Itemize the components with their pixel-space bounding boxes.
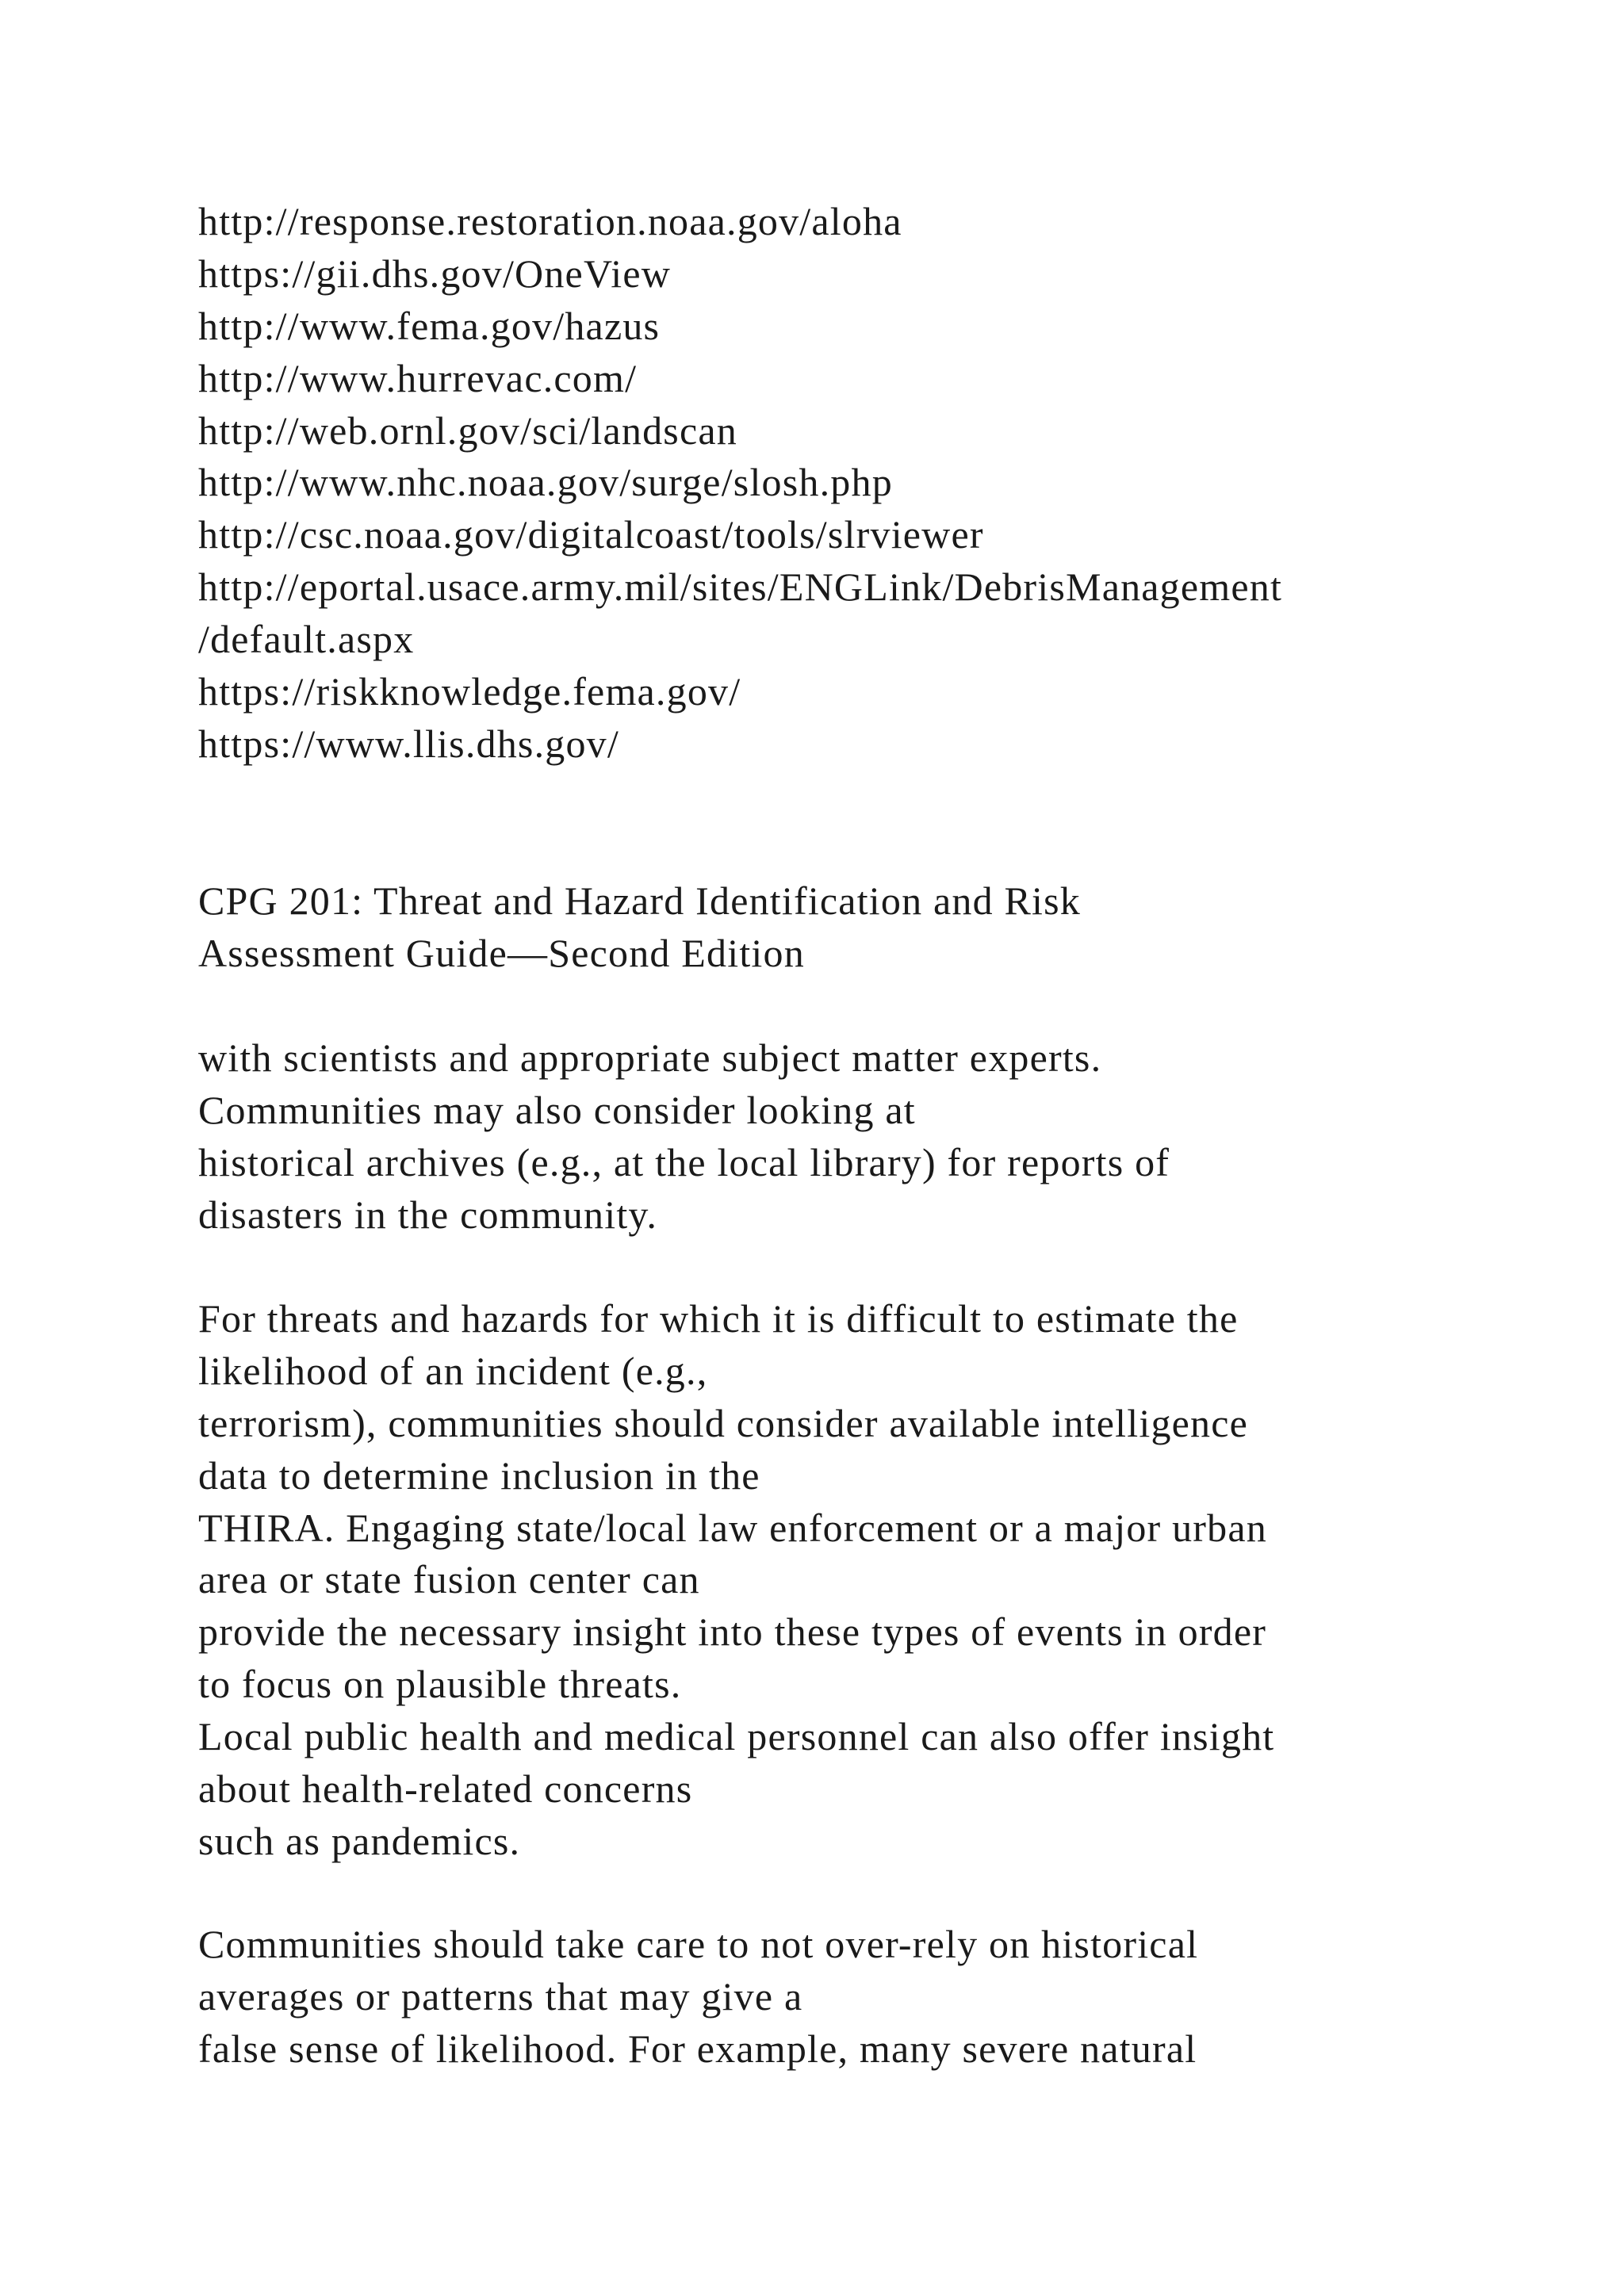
paragraph-line: area or state fusion center can — [198, 1557, 700, 1602]
link-slosh: http://www.nhc.noaa.gov/surge/slosh.php — [198, 460, 893, 505]
paragraph-line: Communities may also consider looking at — [198, 1087, 916, 1132]
reference-link-list — [198, 196, 1546, 771]
title-line: CPG 201: Threat and Hazard Identification and Risk — [198, 878, 1081, 923]
paragraph-line: Local public health and medical personnel can also offer insight — [198, 1714, 1275, 1759]
paragraph-line: THIRA. Engaging state/local law enforcement or a major urban — [198, 1505, 1267, 1550]
paragraph-line: to focus on plausible threats. — [198, 1662, 682, 1707]
paragraph-line: likelihood of an incident (e.g., — [198, 1348, 708, 1393]
paragraph-historical-averages — [198, 1919, 1546, 2076]
document-title — [198, 875, 1546, 980]
paragraph-line: Communities should take care to not over-rely on historical — [198, 1922, 1199, 1966]
paragraph-line: about health-related concerns — [198, 1766, 693, 1812]
paragraph-line: disasters in the community. — [198, 1192, 658, 1237]
link-aloha: http://response.restoration.noaa.gov/aloha — [198, 199, 902, 243]
paragraph-line: false sense of likelihood. For example, many severe natural — [198, 2026, 1197, 2071]
link-landscan: http://web.ornl.gov/sci/landscan — [198, 408, 737, 453]
link-hurrevac: http://www.hurrevac.com/ — [198, 355, 638, 400]
link-debris-management-continued: /default.aspx — [198, 617, 415, 662]
link-debris-management: http://eportal.usace.army.mil/sites/ENGLink/DebrisManagement — [198, 564, 1283, 610]
paragraph-line: data to determine inclusion in the — [198, 1452, 760, 1498]
paragraph-line: with scientists and appropriate subject matter experts. — [198, 1035, 1102, 1080]
paragraph-historical-archives — [198, 1032, 1546, 1242]
paragraph-threat-likelihood — [198, 1293, 1546, 1868]
paragraph-line: For threats and hazards for which it is difficult to estimate the — [198, 1296, 1239, 1341]
link-hazus: http://www.fema.gov/hazus — [198, 303, 661, 348]
title-line: Assessment Guide—Second Edition — [198, 930, 805, 975]
link-oneview: https://gii.dhs.gov/OneView — [198, 251, 672, 296]
paragraph-line: terrorism), communities should consider available intelligence — [198, 1400, 1249, 1445]
link-llis: https://www.llis.dhs.gov/ — [198, 721, 619, 766]
paragraph-line: such as pandemics. — [198, 1818, 521, 1863]
link-riskknowledge: https://riskknowledge.fema.gov/ — [198, 669, 741, 714]
paragraph-line: provide the necessary insight into these types of events in order — [198, 1609, 1267, 1655]
link-slrviewer: http://csc.noaa.gov/digitalcoast/tools/slrviewer — [198, 512, 984, 557]
paragraph-line: averages or patterns that may give a — [198, 1973, 803, 2019]
paragraph-line: historical archives (e.g., at the local library) for reports of — [198, 1139, 1170, 1184]
